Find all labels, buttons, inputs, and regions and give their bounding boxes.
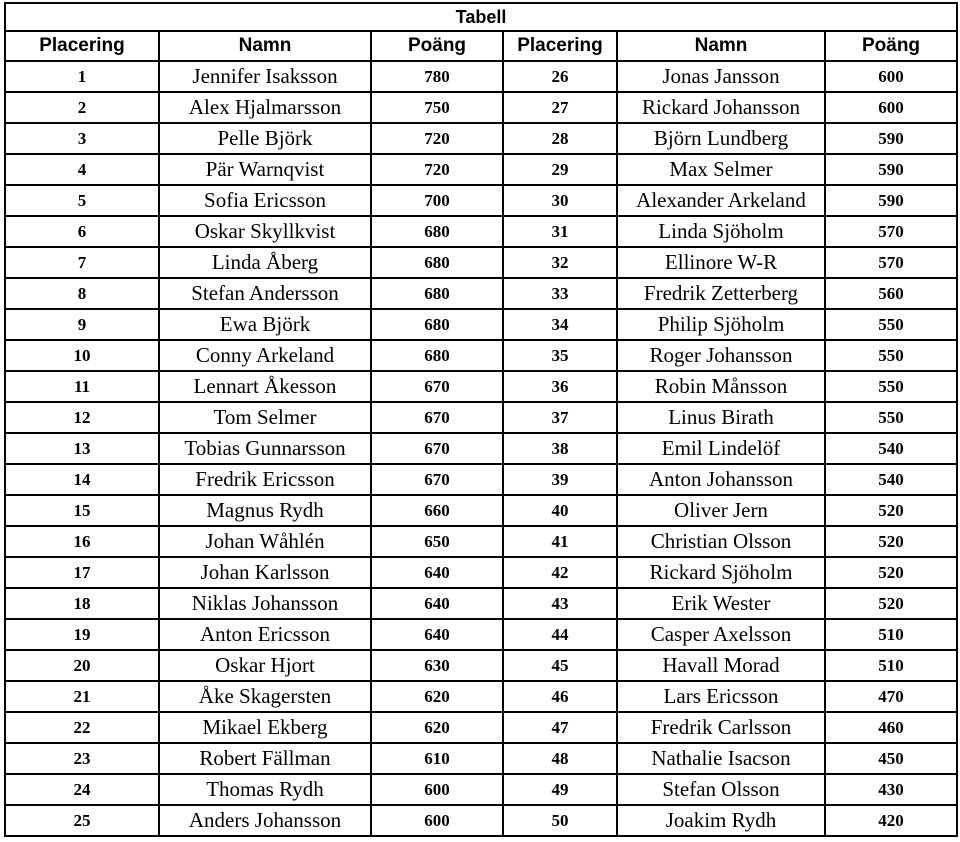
- placement-cell: 12: [5, 402, 159, 433]
- points-cell: 640: [371, 588, 503, 619]
- placement-cell: 39: [503, 464, 617, 495]
- name-cell: Fredrik Ericsson: [159, 464, 371, 495]
- name-cell: Pär Warnqvist: [159, 154, 371, 185]
- table-row: [5, 681, 957, 712]
- header-placering-right: Placering: [503, 31, 617, 61]
- name-cell: Lars Ericsson: [617, 681, 825, 712]
- placement-cell: 41: [503, 526, 617, 557]
- placement-cell: 44: [503, 619, 617, 650]
- name-cell: Jonas Jansson: [617, 61, 825, 92]
- placement-cell: 27: [503, 92, 617, 123]
- points-cell: 550: [825, 340, 957, 371]
- table-title: Tabell: [5, 3, 957, 31]
- points-cell: 590: [825, 185, 957, 216]
- name-cell: Fredrik Zetterberg: [617, 278, 825, 309]
- points-cell: 520: [825, 557, 957, 588]
- placement-cell: 47: [503, 712, 617, 743]
- placement-cell: 22: [5, 712, 159, 743]
- name-cell: Max Selmer: [617, 154, 825, 185]
- placement-cell: 40: [503, 495, 617, 526]
- points-cell: 590: [825, 154, 957, 185]
- placement-cell: 9: [5, 309, 159, 340]
- points-cell: 650: [371, 526, 503, 557]
- points-cell: 600: [825, 92, 957, 123]
- points-cell: 430: [825, 774, 957, 805]
- name-cell: Fredrik Carlsson: [617, 712, 825, 743]
- name-cell: Alex Hjalmarsson: [159, 92, 371, 123]
- points-cell: 600: [371, 774, 503, 805]
- name-cell: Nathalie Isacson: [617, 743, 825, 774]
- placement-cell: 48: [503, 743, 617, 774]
- placement-cell: 14: [5, 464, 159, 495]
- placement-cell: 50: [503, 805, 617, 836]
- name-cell: Ewa Björk: [159, 309, 371, 340]
- placement-cell: 49: [503, 774, 617, 805]
- points-cell: 570: [825, 216, 957, 247]
- table-row: [5, 526, 957, 557]
- placement-cell: 26: [503, 61, 617, 92]
- points-cell: 620: [371, 681, 503, 712]
- table-row: [5, 743, 957, 774]
- name-cell: Tobias Gunnarsson: [159, 433, 371, 464]
- table-row: [5, 185, 957, 216]
- placement-cell: 33: [503, 278, 617, 309]
- table-row: [5, 247, 957, 278]
- name-cell: Pelle Björk: [159, 123, 371, 154]
- points-cell: 670: [371, 433, 503, 464]
- points-cell: 680: [371, 340, 503, 371]
- placement-cell: 16: [5, 526, 159, 557]
- name-cell: Oskar Hjort: [159, 650, 371, 681]
- table-row: [5, 588, 957, 619]
- placement-cell: 25: [5, 805, 159, 836]
- points-cell: 670: [371, 464, 503, 495]
- name-cell: Ellinore W-R: [617, 247, 825, 278]
- placement-cell: 38: [503, 433, 617, 464]
- points-cell: 460: [825, 712, 957, 743]
- placement-cell: 11: [5, 371, 159, 402]
- points-cell: 680: [371, 278, 503, 309]
- table-row: [5, 61, 957, 92]
- points-cell: 640: [371, 619, 503, 650]
- name-cell: Stefan Olsson: [617, 774, 825, 805]
- points-cell: 720: [371, 123, 503, 154]
- points-cell: 750: [371, 92, 503, 123]
- name-cell: Casper Axelsson: [617, 619, 825, 650]
- name-cell: Oliver Jern: [617, 495, 825, 526]
- name-cell: Sofia Ericsson: [159, 185, 371, 216]
- table-row: [5, 774, 957, 805]
- points-cell: 680: [371, 216, 503, 247]
- table-row: [5, 495, 957, 526]
- placement-cell: 45: [503, 650, 617, 681]
- placement-cell: 43: [503, 588, 617, 619]
- points-cell: 670: [371, 402, 503, 433]
- name-cell: Niklas Johansson: [159, 588, 371, 619]
- placement-cell: 1: [5, 61, 159, 92]
- placement-cell: 10: [5, 340, 159, 371]
- header-placering-left: Placering: [5, 31, 159, 61]
- table-row: [5, 712, 957, 743]
- table-row: [5, 123, 957, 154]
- points-cell: 570: [825, 247, 957, 278]
- name-cell: Linda Sjöholm: [617, 216, 825, 247]
- table-row: [5, 402, 957, 433]
- placement-cell: 37: [503, 402, 617, 433]
- points-cell: 540: [825, 433, 957, 464]
- header-row: [5, 31, 957, 61]
- name-cell: Joakim Rydh: [617, 805, 825, 836]
- name-cell: Linda Åberg: [159, 247, 371, 278]
- table-row: [5, 464, 957, 495]
- points-cell: 470: [825, 681, 957, 712]
- table-row: [5, 371, 957, 402]
- points-cell: 700: [371, 185, 503, 216]
- placement-cell: 34: [503, 309, 617, 340]
- name-cell: Johan Karlsson: [159, 557, 371, 588]
- placement-cell: 23: [5, 743, 159, 774]
- placement-cell: 35: [503, 340, 617, 371]
- name-cell: Christian Olsson: [617, 526, 825, 557]
- name-cell: Conny Arkeland: [159, 340, 371, 371]
- placement-cell: 2: [5, 92, 159, 123]
- name-cell: Johan Wåhlén: [159, 526, 371, 557]
- name-cell: Åke Skagersten: [159, 681, 371, 712]
- table-row: [5, 340, 957, 371]
- placement-cell: 36: [503, 371, 617, 402]
- name-cell: Tom Selmer: [159, 402, 371, 433]
- name-cell: Erik Wester: [617, 588, 825, 619]
- points-cell: 550: [825, 309, 957, 340]
- points-cell: 550: [825, 402, 957, 433]
- name-cell: Thomas Rydh: [159, 774, 371, 805]
- name-cell: Lennart Åkesson: [159, 371, 371, 402]
- placement-cell: 8: [5, 278, 159, 309]
- placement-cell: 42: [503, 557, 617, 588]
- name-cell: Philip Sjöholm: [617, 309, 825, 340]
- table-row: [5, 154, 957, 185]
- name-cell: Rickard Sjöholm: [617, 557, 825, 588]
- placement-cell: 31: [503, 216, 617, 247]
- table-row: [5, 650, 957, 681]
- points-cell: 550: [825, 371, 957, 402]
- name-cell: Emil Lindelöf: [617, 433, 825, 464]
- points-cell: 660: [371, 495, 503, 526]
- name-cell: Roger Johansson: [617, 340, 825, 371]
- header-namn-left: Namn: [159, 31, 371, 61]
- name-cell: Oskar Skyllkvist: [159, 216, 371, 247]
- points-cell: 510: [825, 650, 957, 681]
- header-poang-left: Poäng: [371, 31, 503, 61]
- name-cell: Havall Morad: [617, 650, 825, 681]
- placement-cell: 46: [503, 681, 617, 712]
- placement-cell: 3: [5, 123, 159, 154]
- table-row: [5, 619, 957, 650]
- standings-table-container: [4, 2, 956, 840]
- name-cell: Anton Johansson: [617, 464, 825, 495]
- standings-table: [4, 2, 958, 837]
- table-row: [5, 278, 957, 309]
- placement-cell: 15: [5, 495, 159, 526]
- placement-cell: 6: [5, 216, 159, 247]
- placement-cell: 28: [503, 123, 617, 154]
- name-cell: Mikael Ekberg: [159, 712, 371, 743]
- placement-cell: 7: [5, 247, 159, 278]
- points-cell: 600: [825, 61, 957, 92]
- placement-cell: 32: [503, 247, 617, 278]
- placement-cell: 17: [5, 557, 159, 588]
- points-cell: 510: [825, 619, 957, 650]
- points-cell: 680: [371, 309, 503, 340]
- header-poang-right: Poäng: [825, 31, 957, 61]
- points-cell: 780: [371, 61, 503, 92]
- placement-cell: 21: [5, 681, 159, 712]
- placement-cell: 5: [5, 185, 159, 216]
- name-cell: Linus Birath: [617, 402, 825, 433]
- table-row: [5, 309, 957, 340]
- points-cell: 520: [825, 588, 957, 619]
- name-cell: Magnus Rydh: [159, 495, 371, 526]
- table-row: [5, 557, 957, 588]
- name-cell: Alexander Arkeland: [617, 185, 825, 216]
- points-cell: 680: [371, 247, 503, 278]
- table-row: [5, 433, 957, 464]
- points-cell: 450: [825, 743, 957, 774]
- placement-cell: 4: [5, 154, 159, 185]
- name-cell: Anders Johansson: [159, 805, 371, 836]
- name-cell: Jennifer Isaksson: [159, 61, 371, 92]
- header-namn-right: Namn: [617, 31, 825, 61]
- table-row: [5, 805, 957, 836]
- name-cell: Anton Ericsson: [159, 619, 371, 650]
- placement-cell: 18: [5, 588, 159, 619]
- name-cell: Robert Fällman: [159, 743, 371, 774]
- name-cell: Robin Månsson: [617, 371, 825, 402]
- points-cell: 640: [371, 557, 503, 588]
- placement-cell: 30: [503, 185, 617, 216]
- points-cell: 590: [825, 123, 957, 154]
- points-cell: 670: [371, 371, 503, 402]
- points-cell: 620: [371, 712, 503, 743]
- points-cell: 600: [371, 805, 503, 836]
- placement-cell: 29: [503, 154, 617, 185]
- placement-cell: 20: [5, 650, 159, 681]
- points-cell: 540: [825, 464, 957, 495]
- points-cell: 610: [371, 743, 503, 774]
- points-cell: 520: [825, 495, 957, 526]
- points-cell: 720: [371, 154, 503, 185]
- name-cell: Rickard Johansson: [617, 92, 825, 123]
- points-cell: 560: [825, 278, 957, 309]
- table-row: [5, 216, 957, 247]
- table-row: [5, 92, 957, 123]
- name-cell: Björn Lundberg: [617, 123, 825, 154]
- points-cell: 630: [371, 650, 503, 681]
- name-cell: Stefan Andersson: [159, 278, 371, 309]
- placement-cell: 13: [5, 433, 159, 464]
- placement-cell: 19: [5, 619, 159, 650]
- points-cell: 420: [825, 805, 957, 836]
- placement-cell: 24: [5, 774, 159, 805]
- points-cell: 520: [825, 526, 957, 557]
